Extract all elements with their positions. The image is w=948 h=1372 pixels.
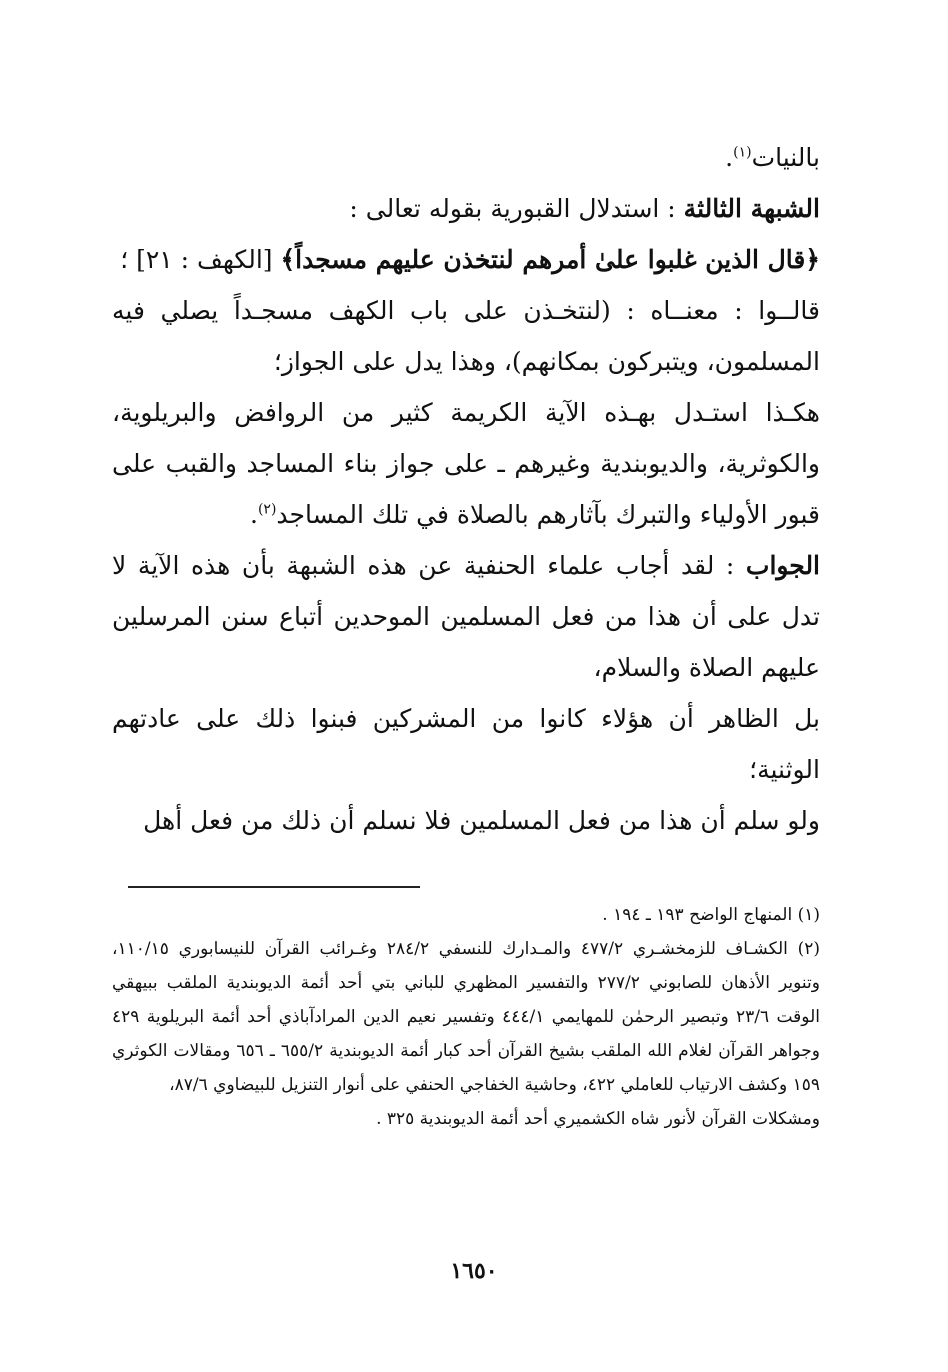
line-end-dot: . xyxy=(725,143,734,172)
inference-text: هكـذا استـدل بهـذه الآية الكريمة كثير من الروافض والبريلوية، والكوثرية، والديوبندية وغيرهم ـ على جواز بناء المساجد والقبب على قبور الأولياء والتبرك بآثارهم بالصلاة في تلك المساجد xyxy=(112,398,820,529)
paragraph-they-said: قالــوا : معنــاه : (لنتخـذن على باب الكهف مسجـداً يصلي فيه المسلمون، ويتبركون بمكانهم)، وهذا يدل على الجواز؛ xyxy=(112,296,820,376)
line-intentions xyxy=(112,132,820,183)
main-text xyxy=(112,132,820,846)
paragraph-concession: ولو سلم أن هذا من فعل المسلمين فلا نسلم أن ذلك من فعل أهل xyxy=(143,806,820,835)
footnote-1: (١) المنهاج الواضح ١٩٣ ـ ١٩٤ . xyxy=(602,905,820,925)
paragraph-apparent: بل الظاهر أن هؤلاء كانوا من المشركين فبنوا ذلك على عادتهم الوثنية؛ xyxy=(112,704,820,784)
footnote-2: (٢) الكشـاف للزمخشـري ٤٧٧/٢ والمـدارك للنسفي ٢٨٤/٢ وغـرائب القرآن للنيسابوري ١١٠/١٥، وتنوير الأذهان للصابوني ٢٧٧/٢ والتفسير المظهري للباني بتي أحد أئمة الديوبندية الملقب ببيهقي الوقت ٢٣/٦ وتبصير الرحمٰن للمهايمي ٤٤٤/١ وتفسير نعيم الدين المرادآباذي أحد أئمة البريلوية ٤٢٩ وجواهر القرآن لغلام الله الملقب بشيخ القرآن أحد كبار أئمة الديوبندية ٦٥٥/٢ ـ ٦٥٦ ومقالات الكوثري ١٥٩ وكشف الارتياب للعاملي ٤٢٢، وحاشية الخفاجي الحنفي على أنوار التنزيل للبيضاوي ٨٧/٦، xyxy=(112,939,821,1095)
answer-text: : لقد أجاب علماء الحنفية عن هذه الشبهة بأن هذه الآية لا تدل على أن هذا من فعل المسلمين الموحدين أتباع سنن المرسلين عليهم الصلاة والسلام، xyxy=(112,551,820,682)
paragraph-answer xyxy=(112,540,820,693)
quran-verse xyxy=(112,234,820,285)
third-doubt-heading xyxy=(112,183,820,234)
verse-reference: [الكهف : ٢١] ؛ xyxy=(120,245,273,274)
footnote-ref-1: (١) xyxy=(733,144,752,161)
answer-label: الجواب xyxy=(745,551,821,580)
page-number: ١٦٥٠ xyxy=(450,1258,498,1284)
inference-end: . xyxy=(249,500,258,529)
footnote-ref-2: (٢) xyxy=(257,501,277,518)
intentions-text: بالنيات xyxy=(751,143,820,172)
third-doubt-intro: : استدلال القبورية بقوله تعالى : xyxy=(349,194,676,223)
footnotes xyxy=(112,898,820,1136)
footnote-divider xyxy=(128,886,420,888)
verse-text: ﴿قال الذين غلبوا علىٰ أمرهم لنتخذن عليهم مسجداً﴾ xyxy=(280,245,820,274)
paragraph-inference xyxy=(112,387,820,540)
footnote-2-last: ومشكلات القرآن لأنور شاه الكشميري أحد أئمة الديوبندية ٣٢٥ . xyxy=(376,1109,820,1129)
third-doubt-title: الشبهة الثالثة xyxy=(683,194,820,223)
